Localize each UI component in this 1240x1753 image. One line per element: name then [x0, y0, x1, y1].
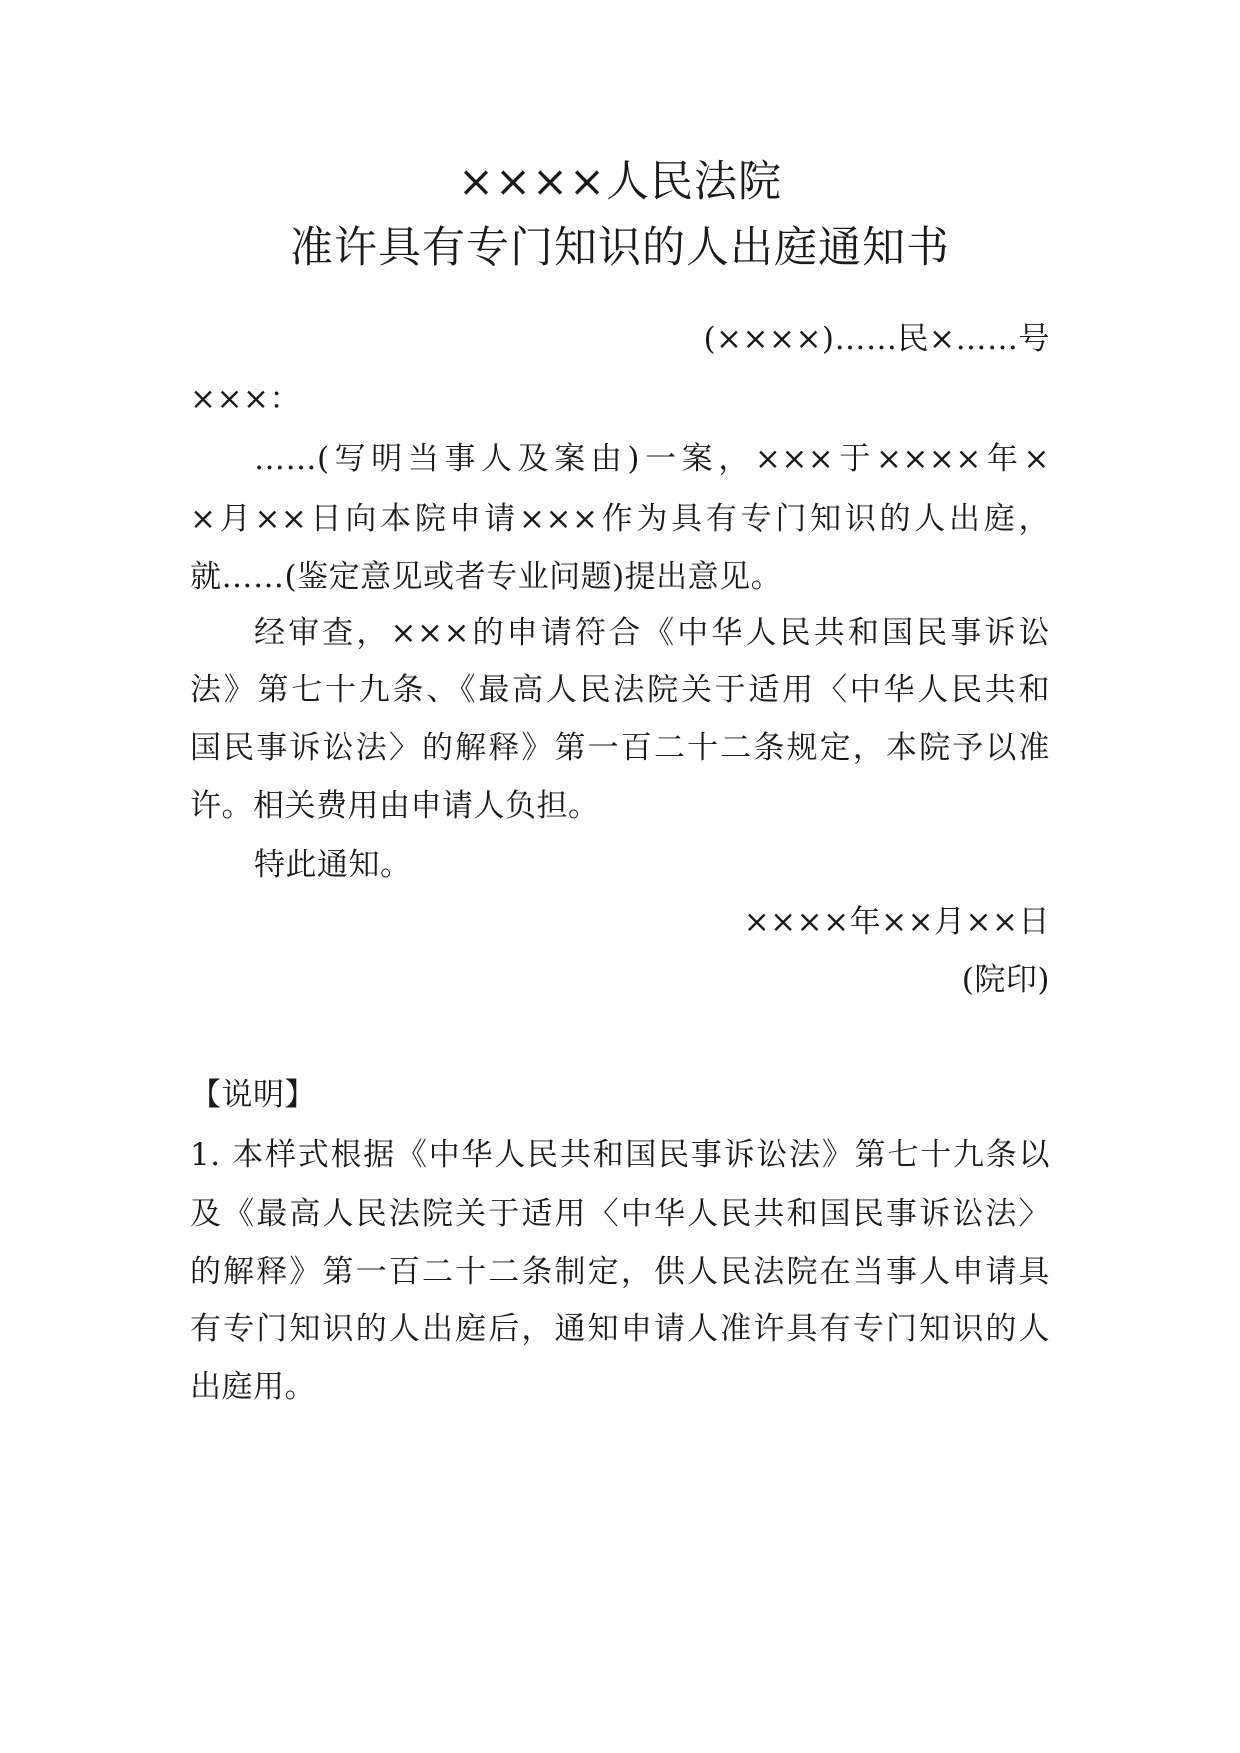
notes-line4: 有专门知识的人出庭后，通知申请人准许具有专门知识的人 [190, 1311, 1050, 1347]
para2-line3: 国民事诉讼法〉的解释》第一百二十二条规定，本院予以准 [190, 730, 1050, 766]
notes-line3: 的解释》第一百二十二条制定，供人民法院在当事人申请具 [190, 1254, 1050, 1290]
document-title: 准许具有专门知识的人出庭通知书 [290, 223, 950, 273]
addressee: ×××： [190, 381, 301, 417]
para2-line2: 法》第七十九条、《最高人民法院关于适用〈中华人民共和 [190, 672, 1050, 708]
court-name-title: ××××人民法院 [457, 157, 783, 207]
notes-line1: 1. 本样式根据《中华人民共和国民事诉讼法》第七十九条以 [190, 1137, 1050, 1173]
signature-date: ××××年××月××日 [743, 904, 1050, 940]
para2-line4: 许。相关费用由申请人负担。 [190, 788, 600, 824]
notes-heading: 【说明】 [190, 1077, 316, 1113]
notes-line5: 出庭用。 [190, 1369, 316, 1405]
closing-phrase: 特此通知。 [254, 847, 412, 883]
para1-line3: 就……(鉴定意见或者专业问题)提出意见。 [190, 559, 783, 595]
para1-line2: ×月××日向本院申请×××作为具有专门知识的人出庭， [190, 501, 1050, 537]
court-seal: (院印) [961, 962, 1050, 998]
case-number: (××××)……民×……号 [703, 321, 1050, 357]
para2-line1: 经审查，×××的申请符合《中华人民共和国民事诉讼 [254, 615, 1050, 651]
para1-line1: ……(写明当事人及案由)一案，×××于××××年× [254, 441, 1050, 477]
notes-line2: 及《最高人民法院关于适用〈中华人民共和国民事诉讼法〉 [190, 1196, 1050, 1232]
